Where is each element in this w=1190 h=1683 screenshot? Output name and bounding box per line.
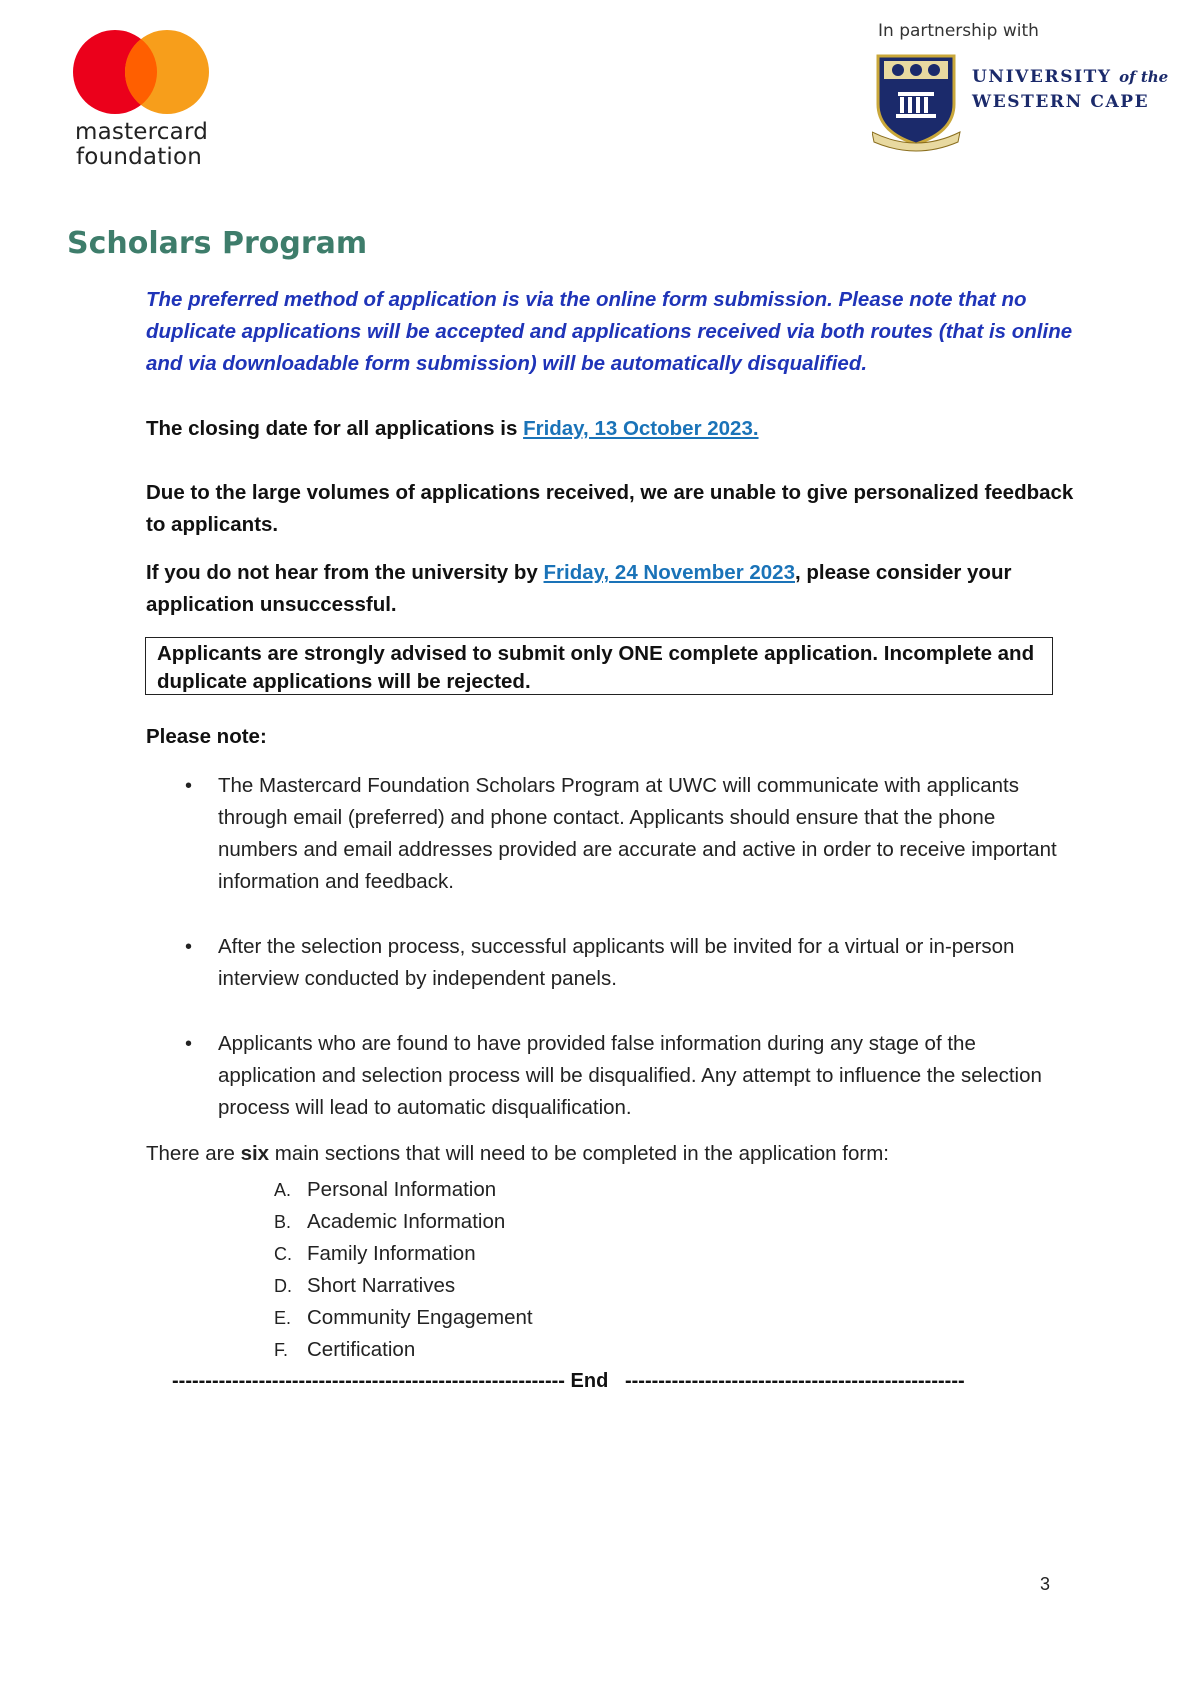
list-item: [146, 770, 1076, 898]
end-dashes-left: -----------------------------------------------------------: [172, 1370, 565, 1392]
section-item: [274, 1334, 533, 1366]
list-item-text: After the selection process, successful applicants will be invited for a virtual or in-person interview conducted by independent panels.: [218, 935, 1015, 990]
sections-count: six: [240, 1142, 270, 1165]
section-item: [274, 1270, 533, 1302]
uwc-university-text: UNIVERSITY: [972, 67, 1112, 87]
section-letter: F.: [274, 1340, 289, 1360]
section-letter: A.: [274, 1180, 292, 1200]
bullet-icon: •: [185, 1033, 193, 1055]
sections-intro-before: There are: [146, 1142, 241, 1165]
sections-list: [274, 1174, 533, 1366]
mastercard-foundation-logo: [67, 26, 227, 176]
notification-text-before: If you do not hear from the university by: [146, 561, 544, 584]
section-item: [274, 1174, 533, 1206]
list-item: [146, 931, 1076, 995]
section-item: [274, 1238, 533, 1270]
sections-intro-after: main sections that will need to be completed in the application form:: [269, 1142, 889, 1165]
page-title: Scholars Program: [67, 226, 368, 261]
closing-date-paragraph: [146, 413, 1076, 445]
list-item-text: The Mastercard Foundation Scholars Program at UWC will communicate with applicants through email (preferred) and phone contact. Applicants should ensure that the phone numbers and email addresses provided are accurate and active in order to receive important information and feedback.: [218, 774, 1057, 893]
mastercard-circles-icon: [67, 26, 227, 121]
uwc-name-line2: WESTERN CAPE: [972, 92, 1150, 112]
notes-list: [146, 770, 1076, 1124]
intro-paragraph: The preferred method of application is via the online form submission. Please note that no duplicate applications will be accepted and applications received via both routes (that is online and via downloadable form submission) will be automatically disqualified.: [146, 288, 1073, 375]
end-label: End: [570, 1370, 609, 1392]
page-number: 3: [1040, 1574, 1051, 1594]
uwc-name-line1: [972, 67, 1168, 87]
section-label: Academic Information: [307, 1210, 506, 1233]
volume-notice-paragraph: Due to the large volumes of applications received, we are unable to give personalized feedback to applicants.: [146, 481, 1074, 536]
partnership-label: In partnership with: [878, 21, 1039, 41]
end-divider: [172, 1370, 1052, 1393]
section-letter: B.: [274, 1212, 292, 1232]
section-item: [274, 1206, 533, 1238]
boxed-notice: Applicants are strongly advised to submit only ONE complete application. Incomplete and duplicate applications will be rejected.: [145, 637, 1053, 695]
notification-date-link[interactable]: Friday, 24 November 2023: [543, 561, 795, 584]
mastercard-wordmark: mastercard: [75, 119, 208, 145]
section-label: Certification: [307, 1338, 416, 1361]
section-label: Personal Information: [307, 1178, 497, 1201]
uwc-of-the-text: of the: [1119, 68, 1169, 86]
end-dashes-right: ---------------------------------------------------: [624, 1370, 965, 1392]
please-note-heading: Please note:: [146, 725, 267, 748]
section-letter: D.: [274, 1276, 292, 1296]
notification-deadline-paragraph: [146, 557, 1076, 621]
section-item: [274, 1302, 533, 1334]
sections-intro: [146, 1142, 889, 1166]
closing-date-text: The closing date for all applications is: [146, 417, 524, 440]
uwc-crest-icon: [872, 52, 962, 157]
bullet-icon: •: [185, 775, 193, 797]
list-item: [146, 1028, 1076, 1124]
section-label: Short Narratives: [307, 1274, 456, 1297]
bullet-icon: •: [185, 936, 193, 958]
section-label: Family Information: [307, 1242, 476, 1265]
list-item-text: Applicants who are found to have provided false information during any stage of the application and selection process will be disqualified. Any attempt to influence the selection process will lead to automatic disqualification.: [218, 1032, 1042, 1119]
section-letter: C.: [274, 1244, 292, 1264]
closing-date-link[interactable]: Friday, 13 October 2023.: [523, 417, 759, 440]
notification-text-after: , please consider your application unsuccessful.: [146, 561, 1012, 616]
foundation-wordmark: foundation: [76, 144, 203, 170]
section-letter: E.: [274, 1308, 292, 1328]
section-label: Community Engagement: [307, 1306, 533, 1329]
